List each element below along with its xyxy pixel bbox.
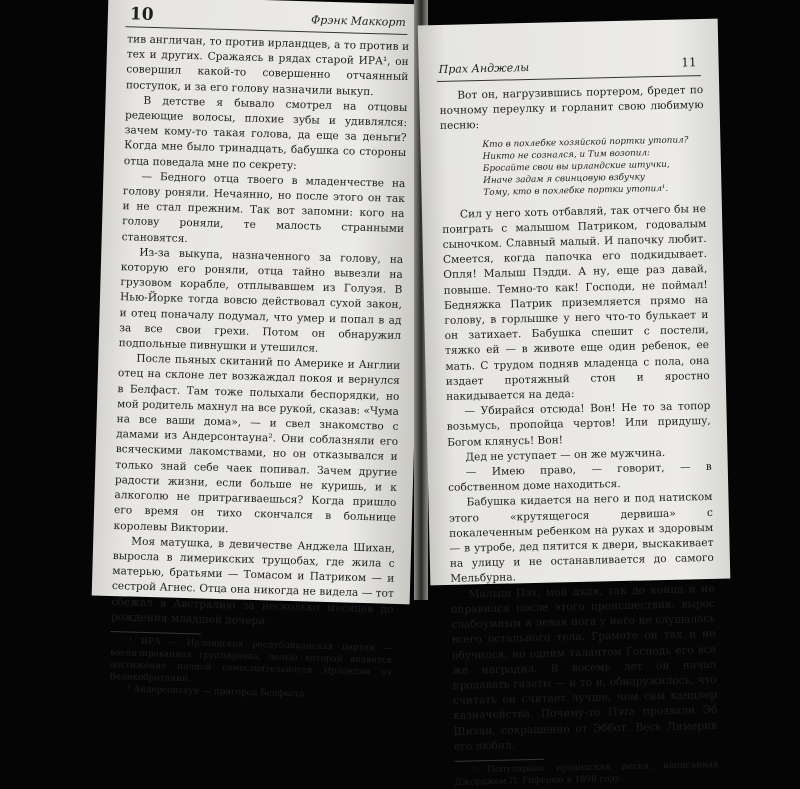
- paragraph: — Бедного отца твоего в младенчестве на голову роняли. Нечаянно, но после этого он так и не стал прежним. Так вот запомни: кого на голову роняли, те малость странными становятся.: [121, 170, 406, 245]
- left-page-text: [109, 32, 409, 703]
- paragraph: В детстве я бывало смотрел на отцовы редеющие волосы, плохие зубы и удивлялся: зачем кому-то такая голова, да еще за деньги? Когда мне было тринадцать, бабушка со стороны отца поведала мне по секрету:: [123, 94, 408, 172]
- song-verse: [482, 134, 705, 199]
- paragraph: После пьяных скитаний по Америке и Англии отец на склоне лет возжаждал покоя и вернулся в Белфаст. Там тоже полыхали беспорядки, но мой родитель махнул на все рукой, сказав: «Чума на все ваши дома», — и свел знакомство с дамами из Андерсонтауна². Они соблазняли его всяческими лакомствами, но он отказывался и только знай себе чаек попивал. Зачем другие радости жизни, если больше не куришь, и к алкоголю не притрагиваешься? Когда пришло его время он тихо скончался в больнице королевы Виктории.: [113, 352, 401, 535]
- verse-line: Никто не сознался, и Тим возопил:: [482, 147, 651, 162]
- paragraph: Сил у него хоть отбавляй, так отчего бы не поиграть с малышом Патриком, годовалым сыночком. Славный малый. И папочку любит. Смеется, когда папочка его подкидывает. Опля! Малыш Пэдди. А ну, еще раз давай, повыше. Темно-то как! Господи, не поймал! Бедняжка Патрик приземляется прямо на голову, в горлышке у него что-то булькает и он затихает. Бабушка спешит с постели, тяжко ей — в животе еще один ребенок, ее мать. С трудом подняв младенца с пола, она издает протяжный стон и яростно накидывается на деда:: [442, 202, 710, 403]
- paragraph: Дед не уступает — он же мужчина.: [465, 446, 666, 464]
- verse-line: Кто в похлебке хозяйской портки утопил?: [482, 134, 689, 150]
- paragraph: Из-за выкупа, назначенного за голову, на которую его роняли, отца тайно вывезли на грузовом корабле, отплывавшем из Голуэя. В Нью-Йорке тогда вовсю действовал сухой закон, и отец поначалу подумал, что умер и попал в ад за все свои грехи. Потом он обнаружил подпольные пивнушки и утешился.: [118, 246, 404, 355]
- right-page-text: [439, 83, 719, 789]
- left-page-number: 10: [129, 4, 154, 25]
- paragraph: Бабушка кидается на него и под натиском этого «крутящегося дервиша» с покалеченным ребенком на руках и здоровым — в утробе, дед пятится к двери, выскакивает на улицу и не останавливается до самого Мельбурна.: [448, 491, 714, 586]
- footnote-divider: [454, 759, 544, 762]
- footnote: ¹ Популярная ирландская песня, написанная Джорджем Л. Гифером в 1898 году.: [454, 759, 719, 788]
- left-page: [92, 0, 427, 700]
- left-page-header: [126, 4, 409, 35]
- paragraph: — Убирайся отсюда! Вон! Не то за топор возьмусь, пропойца чертов! Или придушу, Богом клянусь! Вон!: [446, 400, 711, 449]
- paragraph: Вот он, нагрузившись портером, бредет по ночному переулку и горланит свою любимую песню:: [439, 84, 704, 133]
- footnote: ¹ ИРА — Ирландская республиканская партия — военизированная группировка, целью которой является достижение полной самостоятельности Ирландии от Великобритании.: [109, 636, 393, 685]
- right-page-header: [436, 53, 700, 82]
- paragraph: Малыш Пэт, мой дядя, так до конца и не оправился после этого происшествия: вырос слабоумным и левая нога у него не слушалась всего остального тела. Грамоте он так и не обучился, но одним талантом Господь его все же наградил. В восемь лет он начал продавать газеты — и то и, обнаружилось, что считать он считает лучше, чем сам канцлер казначейства. Почему-то Пэта прозвали Эб Шихан, сокращенно от Эббот. Весь Лимерик его любил.: [450, 582, 718, 753]
- paragraph: тив англичан, то против ирландцев, а то против и тех и других. Сражаясь в рядах старой ИРА¹, он совершил какой-то совершенно отчаянный поступок, и за его голову назначили выкуп.: [125, 33, 410, 98]
- footnote: ² Андерсонтаун — пригород Белфаста.: [126, 684, 308, 700]
- verse-line: Бросайте свои вы ирландские штучки,: [482, 159, 670, 174]
- verse-line: Иначе задам я свинцовую взбучку: [483, 171, 645, 186]
- verse-line: Тому, кто в похлебке портки утопил¹.: [483, 183, 669, 198]
- footnote-divider: [111, 631, 201, 635]
- right-page: [418, 19, 731, 788]
- right-running-head: Прах Анджелы: [438, 60, 530, 77]
- right-page-number: 11: [681, 55, 697, 70]
- left-running-head: Фрэнк Маккорт: [310, 13, 406, 29]
- paragraph: — Имею право, — говорит, — в собственном доме находиться.: [448, 460, 712, 495]
- paragraph: Моя матушка, в девичестве Анджела Шихан, выросла в лимерикских трущобах, где жила с матерью, братьями — Томасом и Патриком — и сестрой Агнес. Отца она никогда не видела — тот сбежал в Австралию за несколько месяцев до рождения младшей дочери.: [110, 535, 396, 628]
